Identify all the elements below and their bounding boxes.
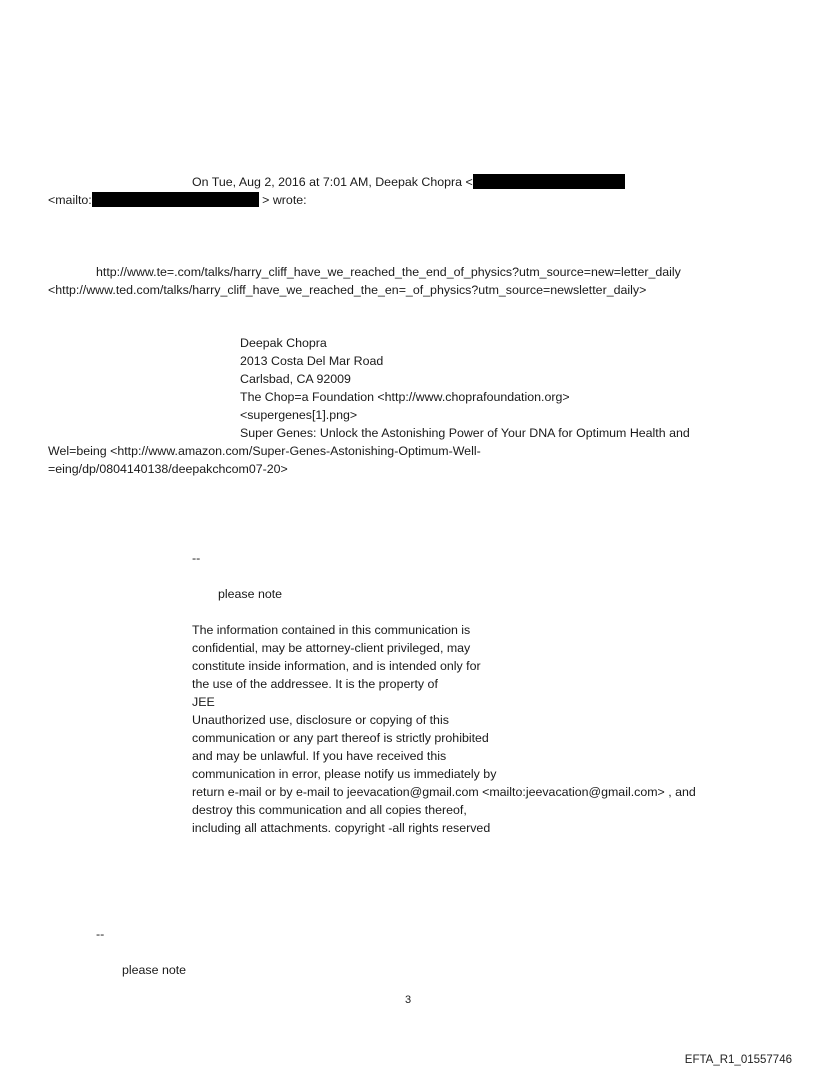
document-id: EFTA_R1_01557746	[684, 1054, 792, 1066]
disclaimer-line: confidential, may be attorney-client privileged, may	[192, 641, 471, 655]
disclaimer-line: constitute inside information, and is intended only for	[192, 659, 481, 673]
signature-street: 2013 Costa Del Mar Road	[240, 354, 384, 368]
disclaimer-heading: please note	[218, 587, 283, 601]
signature-book-line-3[interactable]: =eing/dp/0804140138/deepakchcom07-20>	[48, 462, 288, 476]
wrote-text: > wrote:	[258, 193, 307, 207]
mailto-prefix: <mailto:	[48, 193, 92, 207]
disclaimer-separator: --	[192, 551, 201, 565]
header-line-1	[192, 174, 625, 191]
signature-image-placeholder: <supergenes[1].png>	[240, 408, 358, 422]
disclaimer-line: JEE	[192, 695, 215, 709]
disclaimer-line: the use of the addressee. It is the property of	[192, 677, 438, 691]
signature-book-line-2[interactable]: Wel=being <http://www.amazon.com/Super-Genes-Astonishing-Optimum-Well-	[48, 444, 481, 458]
signature-name: Deepak Chopra	[240, 336, 327, 350]
header-line-2	[48, 192, 307, 209]
trailer-separator: --	[96, 927, 105, 941]
redaction-block	[473, 174, 625, 189]
disclaimer-line: and may be unlawful. If you have received this	[192, 749, 447, 763]
ted-link-short[interactable]: http://www.te=.com/talks/harry_cliff_have_we_reached_the_end_of_physics?utm_source=new=letter_daily	[96, 265, 681, 279]
redaction-block	[92, 192, 259, 207]
signature-city: Carlsbad, CA 92009	[240, 372, 351, 386]
disclaimer-line-email[interactable]: return e-mail or by e-mail to jeevacation@gmail.com <mailto:jeevacation@gmail.com> , and	[192, 785, 696, 799]
disclaimer-line: The information contained in this communication is	[192, 623, 471, 637]
ted-link-full[interactable]: <http://www.ted.com/talks/harry_cliff_have_we_reached_the_en=_of_physics?utm_source=newsletter_daily>	[48, 283, 647, 297]
header-date-sender: On Tue, Aug 2, 2016 at 7:01 AM, Deepak Chopra <	[192, 175, 473, 189]
signature-foundation-link[interactable]: The Chop=a Foundation <http://www.choprafoundation.org>	[240, 390, 570, 404]
disclaimer-line: communication or any part thereof is strictly prohibited	[192, 731, 489, 745]
disclaimer-line: communication in error, please notify us immediately by	[192, 767, 497, 781]
disclaimer-line: destroy this communication and all copies thereof,	[192, 803, 467, 817]
disclaimer-line: Unauthorized use, disclosure or copying of this	[192, 713, 449, 727]
disclaimer-line: including all attachments. copyright -all rights reserved	[192, 821, 491, 835]
page-number: 3	[404, 994, 412, 1006]
trailer-heading: please note	[122, 963, 187, 977]
signature-book-line-1: Super Genes: Unlock the Astonishing Power of Your DNA for Optimum Health and	[240, 426, 690, 440]
